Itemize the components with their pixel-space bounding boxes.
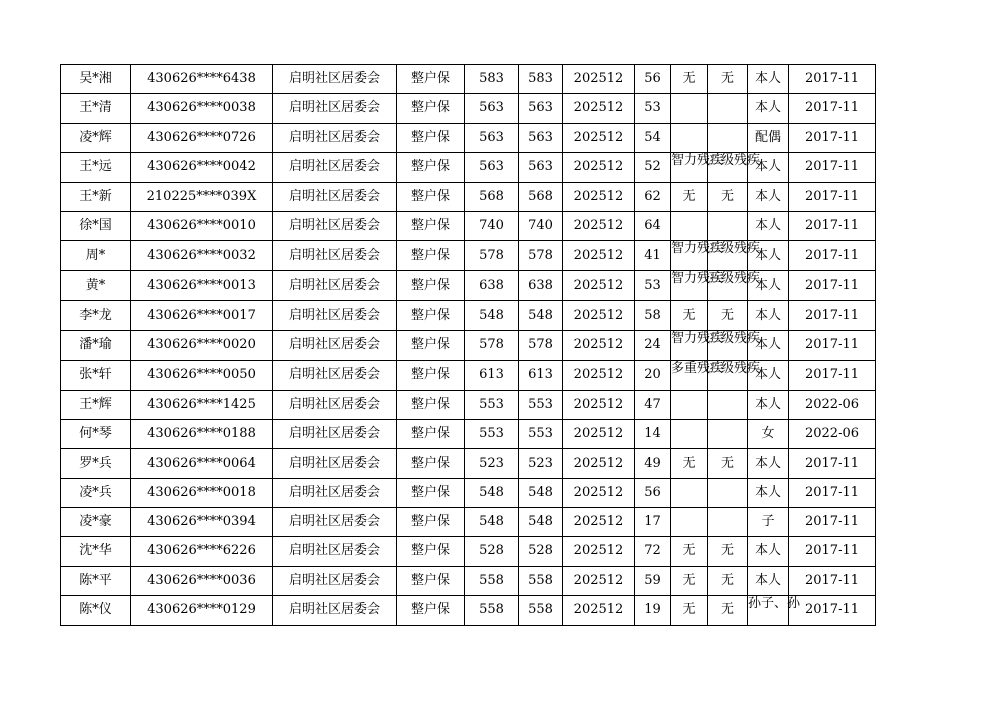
period-cell: 202512 [563, 123, 635, 152]
name-cell: 潘*瑜 [61, 330, 131, 360]
table-row [61, 420, 876, 449]
table-row [61, 301, 876, 330]
id-number-cell: 430626****0129 [131, 595, 273, 625]
period-cell: 202512 [563, 507, 635, 536]
assistance-type-cell: 整户保 [397, 65, 465, 94]
disability-type-cell [671, 271, 724, 301]
disability-type-cell-text: 智力残疾 [671, 330, 724, 346]
id-number-cell: 430626****6226 [131, 537, 273, 566]
disability-type-cell [671, 123, 708, 152]
assistance-type-cell: 整户保 [397, 182, 465, 211]
relation-cell: 本人 [748, 390, 789, 419]
relation-cell: 本人 [748, 241, 789, 271]
disability-type-cell [671, 330, 724, 360]
assistance-type-cell: 整户保 [397, 212, 465, 241]
subsidy-cell: 583 [519, 65, 563, 94]
disability-level-cell-text: 二级残疾 [708, 152, 761, 168]
name-cell: 凌*豪 [61, 507, 131, 536]
committee-cell: 启明社区居委会 [273, 94, 397, 123]
subsidy-cell: 548 [519, 478, 563, 507]
subsidy-cell: 548 [519, 507, 563, 536]
age-cell: 41 [635, 241, 671, 271]
start-date-cell: 2017-11 [789, 271, 876, 301]
disability-type-cell-text: 智力残疾 [671, 152, 724, 168]
committee-cell: 启明社区居委会 [273, 241, 397, 271]
amount-cell: 558 [465, 595, 519, 625]
period-cell: 202512 [563, 94, 635, 123]
age-cell: 53 [635, 94, 671, 123]
disability-level-cell: 无 [708, 182, 748, 211]
period-cell: 202512 [563, 271, 635, 301]
committee-cell: 启明社区居委会 [273, 271, 397, 301]
committee-cell: 启明社区居委会 [273, 65, 397, 94]
amount-cell: 553 [465, 420, 519, 449]
relation-cell: 本人 [748, 152, 789, 182]
age-cell: 24 [635, 330, 671, 360]
age-cell: 54 [635, 123, 671, 152]
relation-cell: 本人 [748, 330, 789, 360]
disability-type-cell-text: 多重残疾 [671, 360, 724, 376]
disability-level-cell [708, 478, 748, 507]
name-cell: 王*新 [61, 182, 131, 211]
age-cell: 52 [635, 152, 671, 182]
committee-cell: 启明社区居委会 [273, 595, 397, 625]
disability-level-cell-text: 二级残疾 [708, 241, 761, 257]
id-number-cell: 430626****1425 [131, 390, 273, 419]
subsidy-cell: 568 [519, 182, 563, 211]
assistance-type-cell: 整户保 [397, 449, 465, 478]
period-cell: 202512 [563, 330, 635, 360]
committee-cell: 启明社区居委会 [273, 537, 397, 566]
disability-type-cell [671, 94, 708, 123]
disability-type-cell [671, 507, 708, 536]
table-row [61, 566, 876, 595]
subsidy-cell: 558 [519, 595, 563, 625]
table-row [61, 271, 876, 301]
disability-level-cell [708, 420, 748, 449]
period-cell: 202512 [563, 478, 635, 507]
disability-type-cell [671, 478, 708, 507]
start-date-cell: 2022-06 [789, 420, 876, 449]
disability-type-cell: 无 [671, 449, 708, 478]
relation-cell: 本人 [748, 94, 789, 123]
disability-level-cell: 无 [708, 537, 748, 566]
amount-cell: 578 [465, 330, 519, 360]
age-cell: 72 [635, 537, 671, 566]
subsidy-cell: 638 [519, 271, 563, 301]
committee-cell: 启明社区居委会 [273, 449, 397, 478]
start-date-cell: 2017-11 [789, 212, 876, 241]
id-number-cell: 430626****0394 [131, 507, 273, 536]
id-number-cell: 430626****0050 [131, 360, 273, 390]
assistance-type-cell: 整户保 [397, 537, 465, 566]
id-number-cell: 430626****0038 [131, 94, 273, 123]
id-number-cell: 430626****0036 [131, 566, 273, 595]
start-date-cell: 2017-11 [789, 152, 876, 182]
name-cell: 沈*华 [61, 537, 131, 566]
subsidy-cell: 578 [519, 241, 563, 271]
amount-cell: 548 [465, 478, 519, 507]
relation-cell-text: 孙子、孙 [748, 595, 801, 611]
start-date-cell: 2017-11 [789, 449, 876, 478]
subsidy-cell: 553 [519, 390, 563, 419]
disability-type-cell [671, 390, 708, 419]
name-cell: 何*琴 [61, 420, 131, 449]
table-row [61, 449, 876, 478]
name-cell: 徐*国 [61, 212, 131, 241]
assistance-type-cell: 整户保 [397, 123, 465, 152]
assistance-type-cell: 整户保 [397, 271, 465, 301]
start-date-cell: 2017-11 [789, 65, 876, 94]
period-cell: 202512 [563, 65, 635, 94]
disability-type-cell: 无 [671, 537, 708, 566]
name-cell: 罗*兵 [61, 449, 131, 478]
disability-level-cell [708, 390, 748, 419]
committee-cell: 启明社区居委会 [273, 123, 397, 152]
disability-level-cell [708, 212, 748, 241]
period-cell: 202512 [563, 390, 635, 419]
age-cell: 20 [635, 360, 671, 390]
table-row [61, 507, 876, 536]
age-cell: 58 [635, 301, 671, 330]
age-cell: 19 [635, 595, 671, 625]
assistance-type-cell: 整户保 [397, 507, 465, 536]
relation-cell: 本人 [748, 65, 789, 94]
committee-cell: 启明社区居委会 [273, 301, 397, 330]
amount-cell: 558 [465, 566, 519, 595]
committee-cell: 启明社区居委会 [273, 182, 397, 211]
relation-cell: 本人 [748, 566, 789, 595]
start-date-cell: 2017-11 [789, 507, 876, 536]
relation-cell: 女 [748, 420, 789, 449]
start-date-cell: 2022-06 [789, 390, 876, 419]
disability-level-cell [708, 94, 748, 123]
id-number-cell: 210225****039X [131, 182, 273, 211]
disability-level-cell [708, 360, 761, 390]
period-cell: 202512 [563, 152, 635, 182]
disability-type-cell: 无 [671, 301, 708, 330]
period-cell: 202512 [563, 301, 635, 330]
assistance-type-cell: 整户保 [397, 478, 465, 507]
name-cell: 凌*辉 [61, 123, 131, 152]
name-cell: 陈*仪 [61, 595, 131, 625]
period-cell: 202512 [563, 566, 635, 595]
relation-cell: 子 [748, 507, 789, 536]
amount-cell: 563 [465, 152, 519, 182]
disability-level-cell-text: 二级残疾 [708, 330, 761, 346]
disability-level-cell: 无 [708, 65, 748, 94]
age-cell: 49 [635, 449, 671, 478]
disability-level-cell: 无 [708, 449, 748, 478]
assistance-type-cell: 整户保 [397, 301, 465, 330]
start-date-cell: 2017-11 [789, 182, 876, 211]
disability-level-cell [708, 507, 748, 536]
start-date-cell: 2017-11 [789, 301, 876, 330]
name-cell: 吴*湘 [61, 65, 131, 94]
start-date-cell: 2017-11 [789, 566, 876, 595]
disability-level-cell [708, 123, 748, 152]
relation-cell: 本人 [748, 182, 789, 211]
id-number-cell: 430626****0013 [131, 271, 273, 301]
start-date-cell: 2017-11 [789, 478, 876, 507]
committee-cell: 启明社区居委会 [273, 212, 397, 241]
name-cell: 王*清 [61, 94, 131, 123]
assistance-type-cell: 整户保 [397, 152, 465, 182]
disability-level-cell [708, 241, 761, 271]
amount-cell: 563 [465, 123, 519, 152]
committee-cell: 启明社区居委会 [273, 420, 397, 449]
disability-type-cell: 无 [671, 566, 708, 595]
age-cell: 59 [635, 566, 671, 595]
age-cell: 53 [635, 271, 671, 301]
subsidy-cell: 563 [519, 152, 563, 182]
committee-cell: 启明社区居委会 [273, 566, 397, 595]
age-cell: 64 [635, 212, 671, 241]
disability-type-cell-text: 智力残疾 [671, 271, 724, 287]
table-row [61, 94, 876, 123]
roster-table [60, 64, 876, 626]
disability-level-cell: 无 [708, 301, 748, 330]
assistance-type-cell: 整户保 [397, 390, 465, 419]
amount-cell: 548 [465, 507, 519, 536]
relation-cell: 本人 [748, 212, 789, 241]
relation-cell: 本人 [748, 301, 789, 330]
committee-cell: 启明社区居委会 [273, 360, 397, 390]
committee-cell: 启明社区居委会 [273, 330, 397, 360]
disability-level-cell [708, 330, 761, 360]
period-cell: 202512 [563, 537, 635, 566]
assistance-type-cell: 整户保 [397, 360, 465, 390]
assistance-type-cell: 整户保 [397, 420, 465, 449]
table-row [61, 478, 876, 507]
amount-cell: 548 [465, 301, 519, 330]
disability-level-cell-text: 二级残疾 [708, 360, 761, 376]
amount-cell: 568 [465, 182, 519, 211]
relation-cell: 配偶 [748, 123, 789, 152]
disability-level-cell-text: 三级残疾 [708, 271, 761, 287]
amount-cell: 638 [465, 271, 519, 301]
committee-cell: 启明社区居委会 [273, 152, 397, 182]
amount-cell: 583 [465, 65, 519, 94]
table-row [61, 537, 876, 566]
amount-cell: 563 [465, 94, 519, 123]
disability-type-cell [671, 420, 708, 449]
disability-level-cell [708, 152, 761, 182]
id-number-cell: 430626****0032 [131, 241, 273, 271]
name-cell: 凌*兵 [61, 478, 131, 507]
name-cell: 黄* [61, 271, 131, 301]
id-number-cell: 430626****0042 [131, 152, 273, 182]
assistance-type-cell: 整户保 [397, 94, 465, 123]
id-number-cell: 430626****0726 [131, 123, 273, 152]
amount-cell: 578 [465, 241, 519, 271]
id-number-cell: 430626****0010 [131, 212, 273, 241]
subsidy-cell: 548 [519, 301, 563, 330]
disability-level-cell [708, 271, 761, 301]
relation-cell: 本人 [748, 449, 789, 478]
subsidy-cell: 528 [519, 537, 563, 566]
table-row [61, 241, 876, 271]
start-date-cell: 2017-11 [789, 360, 876, 390]
relation-cell: 本人 [748, 360, 789, 390]
start-date-cell: 2017-11 [789, 537, 876, 566]
age-cell: 17 [635, 507, 671, 536]
table-row [61, 360, 876, 390]
disability-type-cell [671, 360, 724, 390]
disability-type-cell: 无 [671, 595, 708, 625]
subsidy-cell: 613 [519, 360, 563, 390]
id-number-cell: 430626****6438 [131, 65, 273, 94]
disability-type-cell [671, 212, 708, 241]
amount-cell: 613 [465, 360, 519, 390]
assistance-type-cell: 整户保 [397, 566, 465, 595]
start-date-cell: 2017-11 [789, 123, 876, 152]
amount-cell: 528 [465, 537, 519, 566]
disability-type-cell: 无 [671, 182, 708, 211]
disability-type-cell: 无 [671, 65, 708, 94]
age-cell: 56 [635, 478, 671, 507]
disability-type-cell-text: 智力残疾 [671, 241, 724, 257]
subsidy-cell: 553 [519, 420, 563, 449]
subsidy-cell: 563 [519, 94, 563, 123]
name-cell: 张*轩 [61, 360, 131, 390]
roster-body [61, 65, 876, 626]
subsidy-cell: 558 [519, 566, 563, 595]
disability-level-cell: 无 [708, 595, 748, 625]
table-row [61, 152, 876, 182]
name-cell: 李*龙 [61, 301, 131, 330]
id-number-cell: 430626****0020 [131, 330, 273, 360]
id-number-cell: 430626****0064 [131, 449, 273, 478]
period-cell: 202512 [563, 595, 635, 625]
period-cell: 202512 [563, 241, 635, 271]
start-date-cell: 2017-11 [789, 330, 876, 360]
table-row [61, 212, 876, 241]
disability-type-cell [671, 152, 724, 182]
amount-cell: 553 [465, 390, 519, 419]
table-row [61, 182, 876, 211]
relation-cell: 本人 [748, 537, 789, 566]
age-cell: 62 [635, 182, 671, 211]
subsidy-cell: 740 [519, 212, 563, 241]
period-cell: 202512 [563, 360, 635, 390]
committee-cell: 启明社区居委会 [273, 507, 397, 536]
relation-cell: 本人 [748, 271, 789, 301]
assistance-type-cell: 整户保 [397, 330, 465, 360]
subsidy-cell: 563 [519, 123, 563, 152]
age-cell: 14 [635, 420, 671, 449]
period-cell: 202512 [563, 182, 635, 211]
amount-cell: 740 [465, 212, 519, 241]
amount-cell: 523 [465, 449, 519, 478]
disability-type-cell [671, 241, 724, 271]
age-cell: 56 [635, 65, 671, 94]
age-cell: 47 [635, 390, 671, 419]
id-number-cell: 430626****0018 [131, 478, 273, 507]
period-cell: 202512 [563, 420, 635, 449]
name-cell: 周* [61, 241, 131, 271]
name-cell: 王*远 [61, 152, 131, 182]
relation-cell: 本人 [748, 478, 789, 507]
name-cell: 陈*平 [61, 566, 131, 595]
table-row [61, 595, 876, 625]
start-date-cell: 2017-11 [789, 595, 876, 625]
subsidy-cell: 523 [519, 449, 563, 478]
period-cell: 202512 [563, 212, 635, 241]
disability-level-cell: 无 [708, 566, 748, 595]
id-number-cell: 430626****0017 [131, 301, 273, 330]
period-cell: 202512 [563, 449, 635, 478]
id-number-cell: 430626****0188 [131, 420, 273, 449]
table-row [61, 330, 876, 360]
table-row [61, 65, 876, 94]
start-date-cell: 2017-11 [789, 241, 876, 271]
committee-cell: 启明社区居委会 [273, 478, 397, 507]
name-cell: 王*辉 [61, 390, 131, 419]
subsidy-cell: 578 [519, 330, 563, 360]
relation-cell [748, 595, 801, 625]
assistance-type-cell: 整户保 [397, 595, 465, 625]
table-row [61, 390, 876, 419]
assistance-type-cell: 整户保 [397, 241, 465, 271]
committee-cell: 启明社区居委会 [273, 390, 397, 419]
start-date-cell: 2017-11 [789, 94, 876, 123]
table-row [61, 123, 876, 152]
